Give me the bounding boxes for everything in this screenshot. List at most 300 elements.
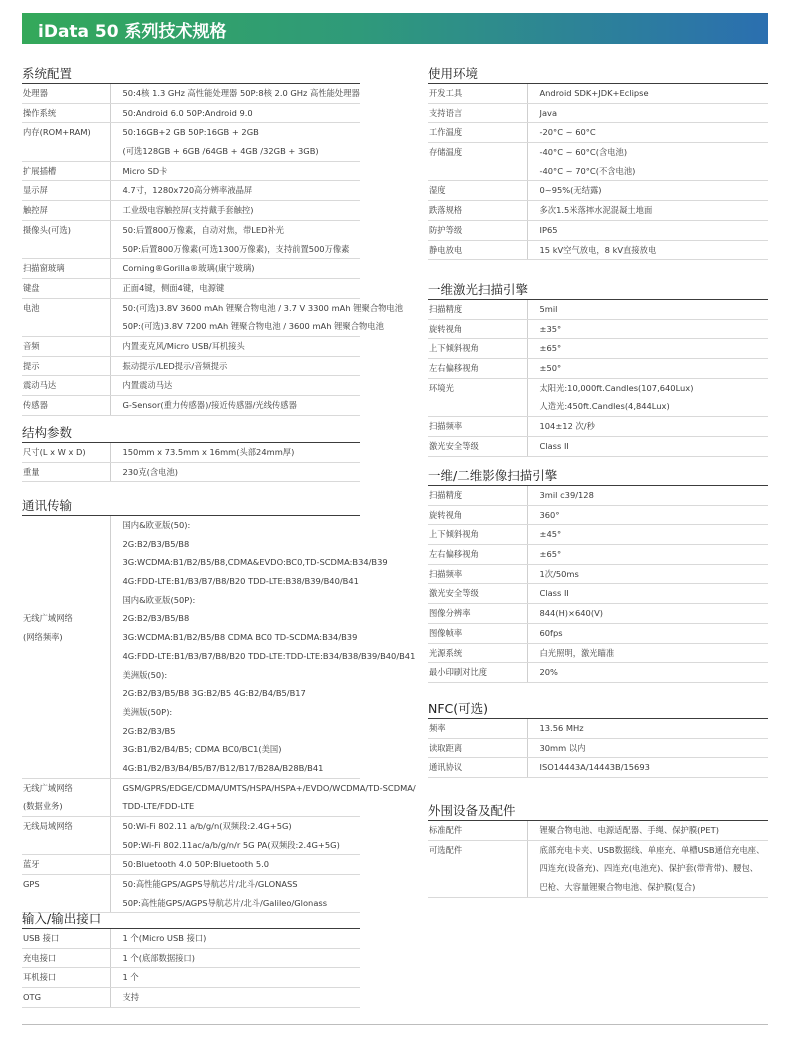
spec-value	[110, 103, 360, 123]
spec-value	[110, 817, 360, 855]
spec-label-line: 键盘	[23, 282, 40, 293]
spec-value-line: 2G:B2/B3/B5/B8 3G:B2/B5 4G:B2/B4/B5/B17	[122, 688, 306, 699]
spec-row	[22, 161, 360, 181]
spec-label-line: USB 接口	[23, 933, 60, 943]
spec-value	[527, 201, 768, 221]
section-title: 外围设备及配件	[428, 803, 516, 818]
spec-value	[110, 259, 360, 279]
spec-row	[428, 525, 768, 545]
spec-row	[22, 875, 360, 913]
spec-label-line: 支持语言	[429, 107, 463, 118]
spec-label-line: 频率	[429, 723, 446, 733]
spec-label	[428, 604, 527, 624]
spec-value	[527, 821, 768, 840]
spec-label-line: 震动马达	[23, 380, 57, 391]
spec-value-line: 3G:WCDMA:B1/B2/B5/B8 CDMA BC0 TD-SCDMA:B34/B39	[122, 632, 358, 643]
spec-label	[428, 663, 527, 683]
spec-row	[22, 336, 360, 356]
spec-label	[428, 719, 527, 738]
spec-value-line: 50:Wi-Fi 802.11 a/b/g/n(双频段:2.4G+5G)	[122, 821, 292, 831]
spec-row	[428, 378, 768, 416]
spec-label-line	[23, 535, 110, 554]
right-section-1	[428, 281, 768, 457]
spec-value	[110, 84, 360, 103]
spec-value	[527, 758, 768, 778]
spec-label-line: 上下倾斜视角	[429, 343, 479, 354]
spec-row	[428, 821, 768, 840]
spec-label-line: 旋转视角	[429, 323, 463, 334]
spec-label-line: 图像分辨率	[429, 608, 471, 619]
spec-label-line: 摄像头(可选)	[23, 224, 71, 235]
spec-value-line: G-Sensor(重力传感器)/接近传感器/光线传感器	[122, 400, 297, 410]
spec-row	[428, 220, 768, 240]
spec-value-line: IP65	[539, 224, 558, 235]
spec-row	[428, 584, 768, 604]
spec-label-line: 重量	[23, 466, 40, 477]
spec-row	[428, 604, 768, 624]
spec-value-line: 2G:B2/B3/B5/B8	[122, 613, 190, 624]
spec-value-line: 0~95%(无结露)	[539, 185, 602, 196]
spec-row	[22, 259, 360, 279]
spec-label-line: 开发工具	[429, 88, 463, 98]
spec-table	[22, 84, 404, 416]
spec-row	[428, 564, 768, 584]
spec-label-line: 耳机接口	[23, 972, 57, 983]
spec-table	[22, 929, 360, 1008]
spec-label	[22, 968, 110, 988]
spec-value	[110, 855, 360, 875]
spec-label-line: 标准配件	[429, 825, 463, 835]
spec-label	[22, 181, 110, 201]
spec-label-line: GPS	[23, 879, 40, 890]
spec-value	[527, 663, 768, 683]
spec-row	[22, 968, 360, 988]
spec-label-line: 跌落规格	[429, 205, 463, 216]
spec-value-line: 4G:FDD-LTE:B1/B3/B7/B8/B20 TDD-LTE:TDD-LTE:B34/B38/B39/B40/B41	[122, 650, 416, 661]
spec-value-line: 1 个(Micro USB 接口)	[122, 933, 207, 943]
spec-label-line: 左右偏移视角	[429, 549, 479, 560]
spec-label-line: 扫描精度	[429, 304, 463, 314]
spec-value-line: 30mm 以内	[539, 742, 586, 753]
spec-row	[22, 516, 360, 778]
spec-value-line: 内置麦克风/Micro USB/耳机接头	[122, 340, 245, 351]
spec-value-line: ±65°	[539, 549, 562, 560]
spec-label	[22, 161, 110, 181]
spec-value-line: 50P:Wi-Fi 802.11ac/a/b/g/n/r 5G PA(双频段:2.4G+5G)	[122, 839, 340, 850]
spec-label	[428, 84, 527, 103]
spec-value-line: -20°C ~ 60°C	[539, 127, 596, 138]
spec-label	[428, 300, 527, 319]
spec-label	[428, 505, 527, 525]
spec-value-line: 振动提示/LED提示/音频提示	[122, 360, 228, 371]
spec-label	[22, 123, 110, 161]
spec-value-line: 50:后置800万像素，自动对焦，带LED补光	[122, 224, 285, 235]
left-section-3	[22, 910, 360, 1008]
spec-row	[22, 201, 360, 221]
spec-table	[428, 486, 768, 683]
spec-value	[527, 564, 768, 584]
spec-row	[428, 240, 768, 260]
spec-label-line: (网络频率)	[23, 632, 63, 643]
spec-label-line: 读取距离	[429, 742, 463, 753]
spec-value-line: Java	[539, 107, 558, 118]
spec-label	[22, 988, 110, 1008]
spec-value-line: 50:高性能GPS/AGPS导航芯片/北斗/GLONASS	[122, 879, 298, 890]
spec-value	[110, 201, 360, 221]
spec-row	[428, 758, 768, 778]
spec-label-line: 扩展插槽	[23, 165, 57, 176]
spec-row	[428, 840, 768, 897]
spec-label-line: 防护等级	[429, 224, 463, 235]
spec-label-line: 光源系统	[429, 647, 463, 658]
spec-label	[428, 840, 527, 897]
spec-value	[110, 220, 360, 258]
right-section-3	[428, 700, 768, 778]
spec-value-line: 50P:高性能GPS/AGPS导航芯片/北斗/Galileo/Glonass	[122, 897, 328, 908]
spec-value	[527, 505, 768, 525]
spec-label-line: 传感器	[23, 400, 48, 410]
spec-value	[527, 584, 768, 604]
spec-label	[428, 417, 527, 437]
spec-label	[428, 319, 527, 339]
spec-value-line: -40°C ~ 60°C(含电池)	[539, 147, 628, 158]
spec-value-line: 4G:FDD-LTE:B1/B3/B7/B8/B20 TDD-LTE:B38/B39/B40/B41	[122, 576, 359, 587]
spec-value-line: 844(H)×640(V)	[539, 608, 603, 619]
spec-label-line: 左右偏移视角	[429, 363, 479, 374]
spec-row	[428, 201, 768, 221]
spec-label	[22, 336, 110, 356]
section-title: NFC(可选)	[428, 701, 489, 716]
spec-value-line: 美洲版(50P):	[122, 706, 173, 717]
spec-value-line: Corning®Gorilla®玻璃(康宁玻璃)	[122, 263, 255, 274]
spec-table	[22, 516, 416, 913]
spec-value-line: 50:Bluetooth 4.0 50P:Bluetooth 5.0	[122, 859, 270, 870]
spec-value	[110, 929, 360, 948]
spec-label	[428, 220, 527, 240]
page-title: iData 50 系列技术规格	[38, 22, 227, 42]
spec-value	[527, 436, 768, 456]
spec-value	[110, 988, 360, 1008]
spec-value-line: 50:(可选)3.8V 3600 mAh 锂聚合物电池 / 3.7 V 3300 mAh 锂聚合物电池	[122, 302, 404, 313]
spec-row	[428, 359, 768, 379]
spec-table	[428, 84, 768, 260]
spec-label-line: 上下倾斜视角	[429, 529, 479, 540]
spec-label-line: 扫描频率	[429, 421, 463, 432]
spec-row	[22, 948, 360, 968]
spec-label	[428, 201, 527, 221]
spec-label	[428, 564, 527, 584]
spec-label-line: 最小印刷对比度	[429, 667, 488, 678]
spec-row	[428, 436, 768, 456]
spec-label	[22, 220, 110, 258]
spec-value-line: 1 个(底部数据接口)	[122, 952, 195, 963]
spec-label	[428, 181, 527, 201]
spec-label-line: (数据业务)	[23, 801, 63, 812]
right-section-4	[428, 802, 768, 898]
spec-value	[110, 462, 360, 482]
spec-value-line: ±65°	[539, 343, 562, 354]
spec-value-line: ISO14443A/14443B/15693	[539, 762, 650, 773]
spec-value	[110, 356, 360, 376]
spec-value	[527, 240, 768, 260]
spec-value	[527, 220, 768, 240]
spec-value	[110, 298, 404, 336]
spec-row	[22, 278, 360, 298]
spec-label-line	[23, 553, 110, 572]
spec-value	[527, 486, 768, 505]
spec-label	[22, 376, 110, 396]
spec-label-line: 电池	[23, 302, 40, 313]
spec-label-line: 通讯协议	[429, 762, 463, 773]
spec-value-line: 3mil c39/128	[539, 490, 594, 500]
spec-value-line: 20%	[539, 667, 558, 678]
spec-value-line: 人造光:450ft.Candles(4,844Lux)	[539, 401, 670, 412]
spec-row	[428, 103, 768, 123]
spec-label	[22, 948, 110, 968]
spec-value	[110, 516, 416, 778]
spec-table	[428, 300, 768, 457]
spec-label	[428, 339, 527, 359]
spec-value	[527, 738, 768, 758]
spec-value	[527, 319, 768, 339]
spec-label-line: 显示屏	[23, 185, 48, 196]
left-section-0	[22, 65, 404, 416]
section-title: 通讯传输	[22, 498, 73, 513]
spec-label-line: 激光安全等级	[429, 440, 479, 451]
spec-table	[428, 719, 768, 778]
spec-row	[22, 84, 360, 103]
spec-value	[527, 339, 768, 359]
spec-label	[428, 143, 527, 181]
spec-row	[22, 443, 360, 462]
spec-value-line: 底部充电卡夹、USB数据线、单座充、单槽USB通信充电座、	[539, 844, 765, 855]
spec-value-line: 工业级电容触控屏(支持戴手套触控)	[122, 205, 254, 216]
spec-value	[527, 545, 768, 565]
spec-label	[22, 443, 110, 462]
spec-row	[428, 417, 768, 437]
spec-row	[22, 376, 360, 396]
footer-divider	[22, 1024, 768, 1025]
left-section-1	[22, 424, 360, 482]
spec-value-line: ±45°	[539, 529, 562, 540]
spec-value	[527, 359, 768, 379]
spec-label-line: 环境光	[429, 382, 454, 393]
spec-row	[22, 817, 360, 855]
spec-label	[428, 821, 527, 840]
spec-value-line: -40°C ~ 70°C(不含电池)	[539, 165, 636, 176]
spec-label	[428, 359, 527, 379]
spec-label	[22, 259, 110, 279]
spec-label-line: 内存(ROM+RAM)	[23, 127, 91, 138]
spec-row	[22, 988, 360, 1008]
spec-value	[110, 948, 360, 968]
spec-value-line: 4G:B1/B2/B3/B4/B5/B7/B12/B17/B28A/B28B/B41	[122, 762, 324, 773]
spec-row	[428, 505, 768, 525]
spec-value-line: ±35°	[539, 323, 562, 334]
spec-value	[110, 396, 360, 416]
spec-value-line: 13.56 MHz	[539, 723, 584, 733]
spec-value-line: 2G:B2/B3/B5/B8	[122, 538, 190, 549]
spec-row	[428, 486, 768, 505]
right-section-0	[428, 65, 768, 260]
spec-value	[527, 417, 768, 437]
spec-row	[22, 356, 360, 376]
spec-value	[527, 181, 768, 201]
spec-label	[428, 623, 527, 643]
spec-row	[428, 545, 768, 565]
spec-label-line: 操作系统	[23, 107, 57, 118]
spec-row	[428, 319, 768, 339]
spec-label	[428, 758, 527, 778]
spec-value	[527, 643, 768, 663]
spec-value-line: 60fps	[539, 627, 563, 638]
spec-label	[428, 123, 527, 143]
spec-value	[110, 968, 360, 988]
spec-value-line: 230克(含电池)	[122, 466, 178, 477]
spec-label	[22, 278, 110, 298]
spec-row	[428, 84, 768, 103]
spec-row	[428, 623, 768, 643]
spec-value	[110, 778, 416, 816]
spec-label	[428, 486, 527, 505]
spec-value-line: 内置震动马达	[122, 380, 173, 391]
spec-row	[22, 855, 360, 875]
spec-value-line: 1次/50ms	[539, 568, 579, 579]
spec-label-line: 处理器	[23, 88, 48, 98]
spec-value-line: 多次1.5米落摔水泥混凝土地面	[539, 205, 653, 216]
spec-row	[22, 778, 360, 816]
left-section-2	[22, 497, 416, 913]
spec-label	[428, 545, 527, 565]
spec-row	[428, 719, 768, 738]
spec-label-line: 湿度	[429, 185, 446, 196]
spec-value	[527, 123, 768, 143]
spec-label	[428, 525, 527, 545]
spec-value	[527, 719, 768, 738]
spec-value	[110, 181, 360, 201]
spec-value-line: 4.7寸，1280x720高分辨率液晶屏	[122, 185, 253, 196]
spec-table	[428, 821, 768, 898]
spec-label	[22, 396, 110, 416]
spec-label-line: 工作温度	[429, 127, 463, 138]
spec-label	[22, 855, 110, 875]
spec-label	[428, 378, 527, 416]
spec-value-line: 3G:B1/B2/B4/B5; CDMA BC0/BC1(美国)	[122, 744, 282, 755]
spec-label-line: 旋转视角	[429, 509, 463, 520]
spec-value	[527, 525, 768, 545]
spec-row	[22, 123, 360, 161]
spec-value	[110, 875, 360, 913]
spec-label	[428, 240, 527, 260]
spec-label-line: 扫描精度	[429, 490, 463, 500]
spec-label	[22, 875, 110, 913]
spec-value-line: 太阳光:10,000ft.Candles(107,640Lux)	[539, 382, 694, 393]
section-title: 一维/二维影像扫描引擎	[428, 468, 558, 483]
spec-value	[110, 376, 360, 396]
spec-label	[428, 738, 527, 758]
spec-value	[110, 443, 360, 462]
spec-value-line: 1 个	[122, 972, 139, 983]
spec-row	[22, 929, 360, 948]
spec-value	[527, 84, 768, 103]
spec-label-line: 激光安全等级	[429, 588, 479, 599]
spec-value	[527, 623, 768, 643]
spec-value-line: 104±12 次/秒	[539, 421, 595, 432]
title-banner	[22, 13, 768, 44]
spec-value-line: Class II	[539, 588, 569, 599]
spec-value	[527, 300, 768, 319]
spec-value-line: 白光照明，激光瞄准	[539, 647, 615, 658]
spec-label-line: 充电接口	[23, 952, 57, 963]
spec-label	[22, 356, 110, 376]
spec-label-line: OTG	[23, 992, 42, 1003]
spec-value-line: 50:4核 1.3 GHz 高性能处理器 50P:8核 2.0 GHz 高性能处理器	[122, 88, 360, 98]
spec-value-line: (可选128GB + 6GB /64GB + 4GB /32GB + 3GB)	[122, 146, 319, 157]
spec-value-line: ±50°	[539, 363, 562, 374]
spec-value-line: 150mm x 73.5mm x 16mm(头部24mm厚)	[122, 447, 295, 457]
spec-value	[110, 123, 360, 161]
spec-row	[428, 181, 768, 201]
spec-value-line: 15 kV空气放电，8 kV直接放电	[539, 244, 657, 255]
spec-label	[22, 84, 110, 103]
spec-row	[22, 396, 360, 416]
spec-label	[22, 516, 110, 778]
spec-value-line: Android SDK+JDK+Eclipse	[539, 88, 649, 98]
spec-label	[22, 778, 110, 816]
spec-label	[428, 103, 527, 123]
spec-row	[22, 103, 360, 123]
spec-value-line: 四连充(设备充)、四连充(电池充)、保护套(带背带)、腰包、	[539, 863, 759, 874]
spec-label	[22, 201, 110, 221]
spec-label-line: 提示	[23, 360, 40, 371]
spec-label-line: 图像帧率	[429, 627, 463, 638]
spec-value-line: 国内&欧亚版(50):	[122, 520, 191, 530]
spec-row	[428, 643, 768, 663]
spec-value-line: 锂聚合物电池、电源适配器、手绳、保护膜(PET)	[539, 825, 719, 835]
section-title: 一维激光扫描引擎	[428, 282, 529, 297]
section-title: 使用环境	[428, 66, 479, 81]
section-title: 系统配置	[22, 66, 73, 81]
spec-value	[527, 604, 768, 624]
spec-label	[22, 817, 110, 855]
spec-value-line: 3G:WCDMA:B1/B2/B5/B8,CDMA&EVDO:BC0,TD-SCDMA:B34/B39	[122, 557, 388, 568]
spec-label-line: 蓝牙	[23, 859, 40, 870]
spec-value-line: 50:Android 6.0 50P:Android 9.0	[122, 107, 253, 118]
spec-value	[527, 143, 768, 181]
spec-label-line	[23, 572, 110, 591]
spec-value	[527, 378, 768, 416]
spec-row	[428, 123, 768, 143]
spec-row	[22, 298, 360, 336]
spec-row	[428, 339, 768, 359]
spec-value-line: 美洲版(50):	[122, 669, 168, 680]
spec-label-line: 扫描频率	[429, 568, 463, 579]
spec-value-line: 巴枪、大容量锂聚合物电池、保护膜(复合)	[539, 882, 696, 893]
spec-value	[527, 840, 768, 897]
spec-value-line: 国内&欧亚版(50P):	[122, 594, 196, 605]
right-section-2	[428, 467, 768, 683]
spec-label-line: 存储温度	[429, 147, 463, 158]
spec-row	[22, 462, 360, 482]
spec-label-line	[23, 516, 110, 535]
spec-value-line: Class II	[539, 440, 569, 451]
spec-label	[22, 462, 110, 482]
spec-label-line: 音频	[23, 340, 40, 351]
spec-value	[110, 336, 360, 356]
spec-label-line: 触控屏	[23, 205, 48, 216]
spec-value	[110, 161, 360, 181]
spec-value-line: 50:16GB+2 GB 50P:16GB + 2GB	[122, 127, 259, 138]
